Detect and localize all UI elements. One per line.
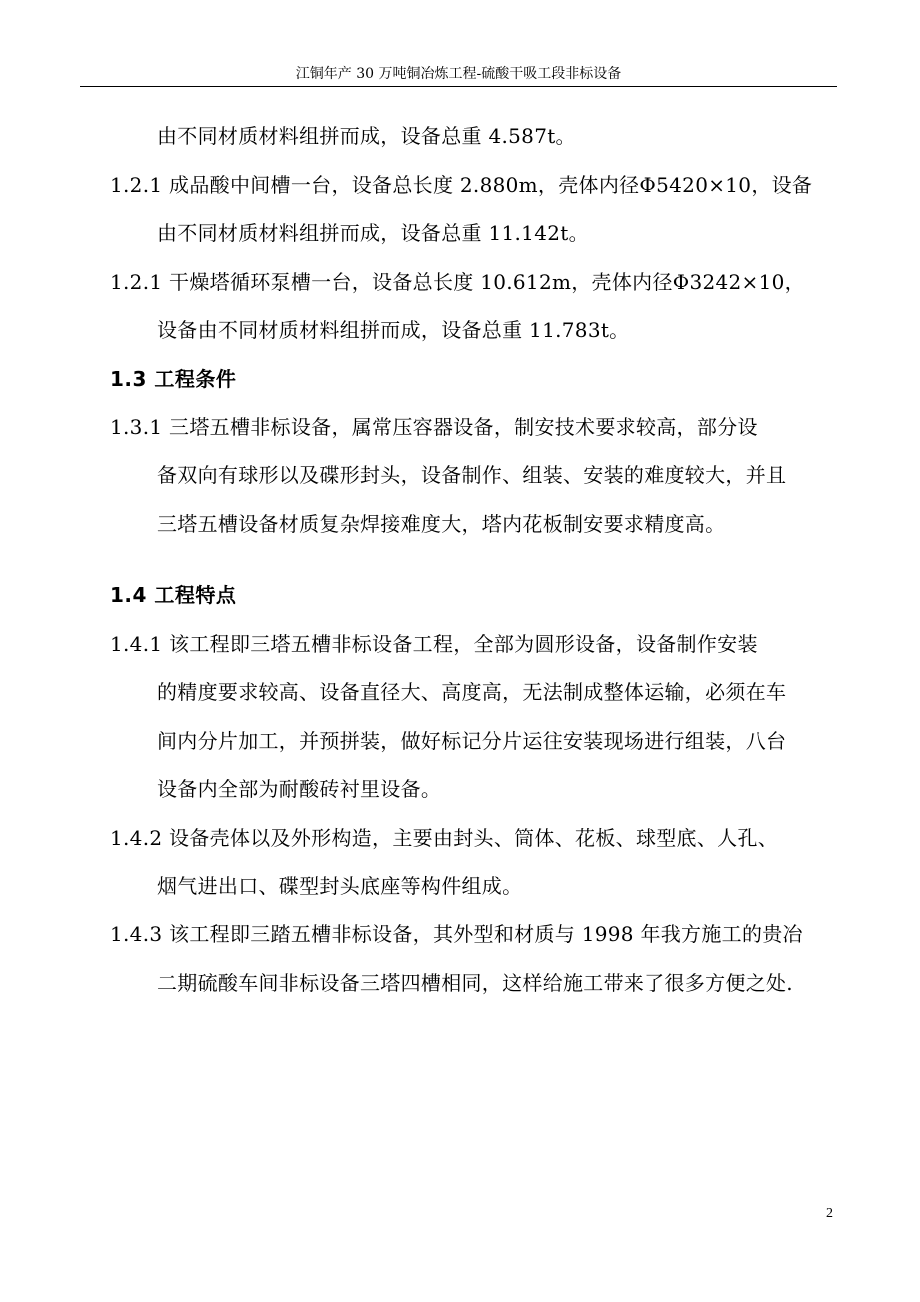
body-line: 三塔五槽设备材质复杂焊接难度大，塔内花板制安要求精度高。 [157, 512, 726, 536]
body-line: 1.4.2 设备壳体以及外形构造，主要由封头、筒体、花板、球型底、人孔、 [110, 826, 779, 850]
section-heading-1-3: 1.3 工程条件 [110, 367, 237, 391]
body-line: 1.2.1 干燥塔循环泵槽一台，设备总长度 10.612m，壳体内径Φ3242×10， [110, 270, 805, 294]
body-line: 二期硫酸车间非标设备三塔四槽相同，这样给施工带来了很多方便之处. [157, 971, 793, 995]
body-line: 1.4.3 该工程即三踏五槽非标设备，其外型和材质与 1998 年我方施工的贵冶 [110, 922, 803, 946]
body-line: 烟气进出口、碟型封头底座等构件组成。 [157, 874, 523, 898]
body-line: 1.2.1 成品酸中间槽一台，设备总长度 2.880m，壳体内径Φ5420×10，设备 [110, 173, 813, 197]
body-line: 备双向有球形以及碟形封头，设备制作、组装、安装的难度较大，并且 [157, 463, 787, 487]
body-line: 由不同材质材料组拼而成，设备总重 4.587t。 [157, 124, 576, 148]
body-line: 设备由不同材质材料组拼而成，设备总重 11.783t。 [157, 318, 630, 342]
section-heading-1-4: 1.4 工程特点 [110, 583, 237, 607]
body-line: 1.3.1 三塔五槽非标设备，属常压容器设备，制安技术要求较高，部分设 [110, 415, 758, 439]
body-line: 设备内全部为耐酸砖衬里设备。 [157, 777, 442, 801]
body-line: 的精度要求较高、设备直径大、高度高，无法制成整体运输，必须在车 [157, 680, 787, 704]
body-line: 1.4.1 该工程即三塔五槽非标设备工程，全部为圆形设备，设备制作安装 [110, 632, 758, 656]
body-line: 由不同材质材料组拼而成，设备总重 11.142t。 [157, 221, 589, 245]
page-number: 2 [826, 1206, 833, 1221]
page-header: 江铜年产 30 万吨铜冶炼工程-硫酸干吸工段非标设备 [80, 62, 837, 87]
body-line: 间内分片加工，并预拼装，做好标记分片运往安装现场进行组装，八台 [157, 729, 787, 753]
